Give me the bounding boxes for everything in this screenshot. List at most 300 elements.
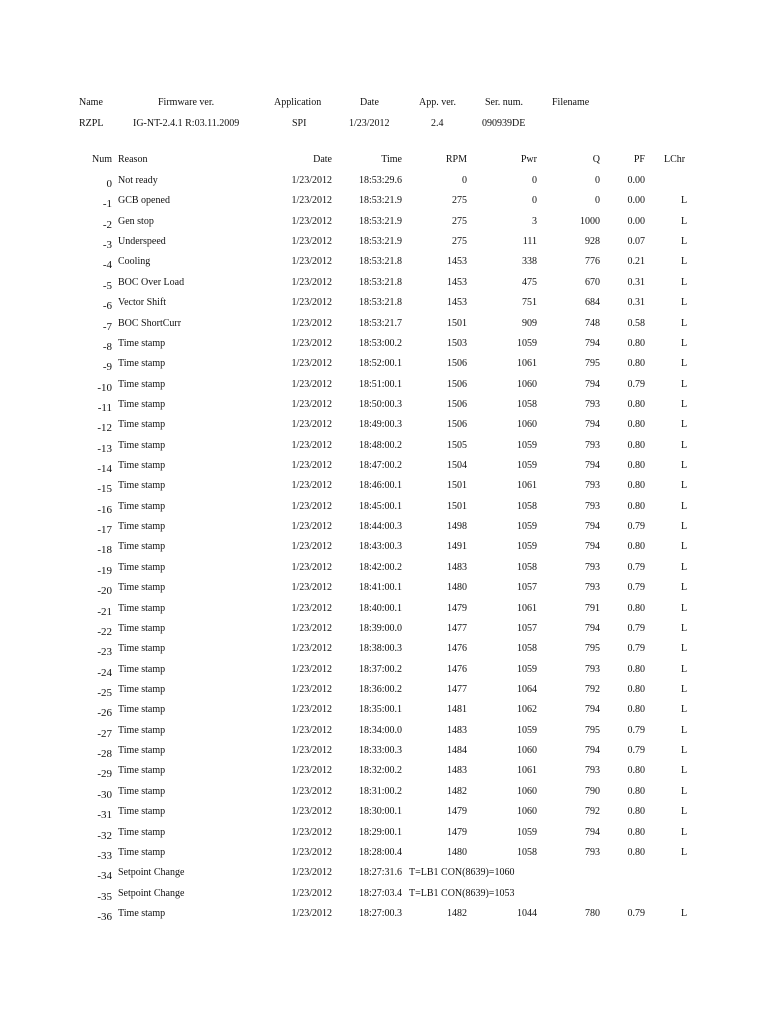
cell-reason: Time stamp: [118, 664, 166, 675]
cell-lchr: L: [681, 847, 688, 858]
cell-reason: Time stamp: [118, 480, 166, 491]
cell-time: 18:51:00.1: [358, 379, 402, 390]
cell-reason: Time stamp: [118, 725, 166, 736]
cell-time: 18:53:21.8: [358, 256, 402, 267]
cell-time: 18:27:00.3: [358, 908, 402, 919]
cell-time: 18:30:00.1: [358, 806, 402, 817]
cell-date: 1/23/2012: [291, 745, 332, 756]
cell-reason: Time stamp: [118, 745, 166, 756]
cell-date: 1/23/2012: [291, 725, 332, 736]
cell-rpm: 1453: [447, 256, 467, 267]
cell-pwr: 475: [522, 277, 537, 288]
cell-rpm: 1479: [447, 827, 467, 838]
cell-rpm: 1483: [447, 765, 467, 776]
cell-pwr: 1044: [517, 908, 537, 919]
cell-num: -7: [102, 321, 112, 333]
cell-reason: Time stamp: [118, 603, 166, 614]
cell-pf: 0.80: [627, 847, 645, 858]
cell-q: 794: [585, 521, 600, 532]
cell-reason: Time stamp: [118, 399, 166, 410]
cell-pf: 0.31: [627, 277, 645, 288]
cell-q: 684: [585, 297, 600, 308]
cell-date: 1/23/2012: [291, 501, 332, 512]
cell-lchr: L: [681, 541, 688, 552]
cell-q: 793: [585, 765, 600, 776]
cell-time: 18:38:00.3: [358, 643, 402, 654]
cell-rpm: 1505: [447, 440, 467, 451]
cell-rpm: 1480: [447, 582, 467, 593]
header-value-application: SPI: [292, 118, 307, 129]
cell-lchr: L: [681, 419, 688, 430]
cell-rpm: 1506: [447, 399, 467, 410]
cell-date: 1/23/2012: [291, 399, 332, 410]
cell-rpm: 1453: [447, 277, 467, 288]
cell-pf: 0.79: [627, 521, 645, 532]
cell-lchr: L: [681, 338, 688, 349]
column-header-pf: PF: [633, 154, 645, 165]
cell-reason: GCB opened: [118, 195, 170, 206]
cell-q: 793: [585, 847, 600, 858]
cell-pf: 0.07: [627, 236, 645, 247]
cell-date: 1/23/2012: [291, 786, 332, 797]
cell-reason: Time stamp: [118, 379, 166, 390]
cell-reason: Vector Shift: [118, 297, 167, 308]
cell-pf: 0.80: [627, 806, 645, 817]
cell-time: 18:44:00.3: [358, 521, 402, 532]
cell-time: 18:50:00.3: [358, 399, 402, 410]
cell-q: 793: [585, 399, 600, 410]
cell-lchr: L: [681, 603, 688, 614]
cell-num: -26: [97, 707, 112, 719]
cell-num: -17: [97, 524, 112, 536]
cell-pf: 0.79: [627, 745, 645, 756]
cell-date: 1/23/2012: [291, 460, 332, 471]
cell-num: -14: [97, 463, 112, 475]
cell-reason: Time stamp: [118, 358, 166, 369]
cell-date: 1/23/2012: [291, 562, 332, 573]
cell-num: -20: [97, 585, 112, 597]
cell-pf: 0.80: [627, 827, 645, 838]
cell-date: 1/23/2012: [291, 521, 332, 532]
column-header-pwr: Pwr: [520, 154, 537, 165]
cell-q: 0: [595, 175, 600, 186]
cell-date: 1/23/2012: [291, 623, 332, 634]
column-header-rpm: RPM: [445, 154, 467, 165]
cell-pf: 0.00: [627, 175, 645, 186]
cell-lchr: L: [681, 643, 688, 654]
cell-time: 18:41:00.1: [358, 582, 402, 593]
cell-reason: Time stamp: [118, 908, 166, 919]
column-header-time: Time: [381, 154, 402, 165]
column-header-date: Date: [313, 154, 332, 165]
cell-pwr: 1060: [517, 806, 537, 817]
cell-rpm: 1504: [447, 460, 467, 471]
cell-time: 18:28:00.4: [358, 847, 402, 858]
cell-pf: 0.21: [627, 256, 645, 267]
cell-lchr: L: [681, 195, 688, 206]
cell-time: 18:52:00.1: [358, 358, 402, 369]
cell-reason: BOC Over Load: [118, 277, 185, 288]
cell-lchr: L: [681, 460, 688, 471]
cell-num: -5: [102, 280, 112, 292]
cell-lchr: L: [681, 765, 688, 776]
cell-q: 793: [585, 501, 600, 512]
cell-date: 1/23/2012: [291, 582, 332, 593]
cell-date: 1/23/2012: [291, 195, 332, 206]
cell-num: -23: [97, 646, 112, 658]
cell-q: 793: [585, 562, 600, 573]
cell-q: 790: [585, 786, 600, 797]
cell-date: 1/23/2012: [291, 603, 332, 614]
cell-num: -15: [97, 483, 112, 495]
cell-time: 18:43:00.3: [358, 541, 402, 552]
cell-lchr: L: [681, 480, 688, 491]
cell-time: 18:45:00.1: [358, 501, 402, 512]
cell-pwr: 111: [522, 236, 537, 247]
cell-pwr: 1059: [517, 460, 537, 471]
cell-pf: 0.79: [627, 643, 645, 654]
cell-q: 928: [585, 236, 600, 247]
cell-date: 1/23/2012: [291, 379, 332, 390]
cell-date: 1/23/2012: [291, 440, 332, 451]
cell-date: 1/23/2012: [291, 297, 332, 308]
cell-q: 793: [585, 582, 600, 593]
cell-time: 18:53:21.8: [358, 297, 402, 308]
cell-q: 776: [585, 256, 600, 267]
cell-date: 1/23/2012: [291, 643, 332, 654]
cell-q: 792: [585, 806, 600, 817]
cell-num: -3: [102, 239, 112, 251]
cell-num: -34: [97, 870, 112, 882]
cell-date: 1/23/2012: [291, 908, 332, 919]
cell-pwr: 1060: [517, 379, 537, 390]
cell-rpm: 1483: [447, 725, 467, 736]
cell-lchr: L: [681, 786, 688, 797]
cell-lchr: L: [681, 582, 688, 593]
cell-time: 18:40:00.1: [358, 603, 402, 614]
cell-time: 18:31:00.2: [358, 786, 402, 797]
cell-pwr: 0: [532, 175, 537, 186]
header-label-application: Application: [274, 97, 322, 108]
cell-rpm: 1480: [447, 847, 467, 858]
cell-time: 18:53:21.9: [358, 195, 402, 206]
cell-time: 18:29:00.1: [358, 827, 402, 838]
cell-time: 18:53:21.7: [358, 318, 402, 329]
header-label-date: Date: [360, 97, 379, 108]
cell-num: 0: [106, 178, 112, 190]
cell-reason: Time stamp: [118, 541, 166, 552]
cell-time: 18:53:21.9: [358, 216, 402, 227]
cell-rpm: 1482: [447, 786, 467, 797]
cell-reason: Time stamp: [118, 704, 166, 715]
cell-rpm: 1481: [447, 704, 467, 715]
cell-date: 1/23/2012: [291, 664, 332, 675]
cell-q: 794: [585, 379, 600, 390]
cell-pf: 0.00: [627, 216, 645, 227]
cell-time: 18:53:29.6: [358, 175, 402, 186]
cell-date: 1/23/2012: [291, 806, 332, 817]
cell-num: -10: [97, 382, 112, 394]
cell-reason: Time stamp: [118, 643, 166, 654]
cell-time: 18:33:00.3: [358, 745, 402, 756]
cell-date: 1/23/2012: [291, 175, 332, 186]
cell-pwr: 1059: [517, 827, 537, 838]
cell-lchr: L: [681, 236, 688, 247]
column-header-lchr: LChr: [664, 154, 686, 165]
cell-time: 18:35:00.1: [358, 704, 402, 715]
cell-reason: Time stamp: [118, 684, 166, 695]
cell-lchr: L: [681, 399, 688, 410]
header-value-date: 1/23/2012: [349, 118, 390, 129]
cell-pwr: 338: [522, 256, 537, 267]
cell-date: 1/23/2012: [291, 318, 332, 329]
cell-time: 18:42:00.2: [358, 562, 402, 573]
cell-num: -28: [97, 748, 112, 760]
cell-time: 18:37:00.2: [358, 664, 402, 675]
cell-pwr: 1060: [517, 745, 537, 756]
cell-time: 18:48:00.2: [358, 440, 402, 451]
cell-pf: 0.80: [627, 419, 645, 430]
cell-rpm: 1453: [447, 297, 467, 308]
cell-pwr: 1059: [517, 541, 537, 552]
cell-lchr: L: [681, 318, 688, 329]
cell-pf: 0.58: [627, 318, 645, 329]
cell-date: 1/23/2012: [291, 847, 332, 858]
cell-time: 18:47:00.2: [358, 460, 402, 471]
cell-lchr: L: [681, 704, 688, 715]
cell-time: 18:53:21.8: [358, 277, 402, 288]
header-label-name: Name: [79, 97, 103, 108]
cell-num: -1: [102, 198, 112, 210]
cell-date: 1/23/2012: [291, 684, 332, 695]
cell-note: T=LB1 CON(8639)=1053: [409, 888, 515, 899]
cell-q: 794: [585, 704, 600, 715]
cell-pwr: 1059: [517, 664, 537, 675]
cell-rpm: 1477: [447, 623, 467, 634]
cell-q: 794: [585, 338, 600, 349]
cell-rpm: 1479: [447, 806, 467, 817]
cell-num: -33: [97, 850, 112, 862]
cell-q: 795: [585, 643, 600, 654]
cell-pf: 0.80: [627, 684, 645, 695]
cell-pwr: 1058: [517, 399, 537, 410]
cell-pwr: 1061: [517, 765, 537, 776]
cell-date: 1/23/2012: [291, 256, 332, 267]
cell-lchr: L: [681, 501, 688, 512]
cell-time: 18:32:00.2: [358, 765, 402, 776]
cell-reason: Time stamp: [118, 562, 166, 573]
cell-num: -2: [102, 219, 112, 231]
cell-num: -11: [97, 402, 112, 414]
cell-date: 1/23/2012: [291, 419, 332, 430]
cell-q: 794: [585, 745, 600, 756]
cell-pwr: 1058: [517, 562, 537, 573]
cell-rpm: 275: [452, 216, 467, 227]
cell-pwr: 1058: [517, 643, 537, 654]
cell-rpm: 275: [452, 195, 467, 206]
cell-time: 18:34:00.0: [358, 725, 402, 736]
cell-date: 1/23/2012: [291, 480, 332, 491]
cell-rpm: 1491: [447, 541, 467, 552]
cell-time: 18:27:03.4: [358, 888, 402, 899]
cell-pf: 0.80: [627, 501, 645, 512]
cell-pwr: 909: [522, 318, 537, 329]
cell-num: -32: [97, 830, 112, 842]
cell-rpm: 1477: [447, 684, 467, 695]
cell-pwr: 1059: [517, 338, 537, 349]
cell-rpm: 1476: [447, 664, 467, 675]
cell-num: -21: [97, 606, 112, 618]
cell-pf: 0.31: [627, 297, 645, 308]
cell-lchr: L: [681, 827, 688, 838]
cell-num: -19: [97, 565, 112, 577]
cell-num: -12: [97, 422, 112, 434]
cell-pf: 0.80: [627, 603, 645, 614]
cell-pwr: 1061: [517, 603, 537, 614]
cell-reason: Time stamp: [118, 521, 166, 532]
cell-q: 794: [585, 460, 600, 471]
cell-num: -25: [97, 687, 112, 699]
cell-pf: 0.80: [627, 480, 645, 491]
cell-rpm: 1482: [447, 908, 467, 919]
cell-num: -4: [102, 259, 112, 271]
cell-rpm: 275: [452, 236, 467, 247]
cell-q: 0: [595, 195, 600, 206]
cell-pwr: 1060: [517, 419, 537, 430]
cell-num: -9: [102, 361, 112, 373]
cell-q: 780: [585, 908, 600, 919]
cell-date: 1/23/2012: [291, 541, 332, 552]
cell-lchr: L: [681, 664, 688, 675]
cell-pf: 0.80: [627, 460, 645, 471]
cell-lchr: L: [681, 562, 688, 573]
cell-lchr: L: [681, 358, 688, 369]
cell-pf: 0.80: [627, 541, 645, 552]
cell-q: 793: [585, 480, 600, 491]
cell-rpm: 1506: [447, 379, 467, 390]
cell-date: 1/23/2012: [291, 236, 332, 247]
cell-reason: Time stamp: [118, 440, 166, 451]
cell-lchr: L: [681, 216, 688, 227]
cell-q: 748: [585, 318, 600, 329]
cell-reason: Cooling: [118, 256, 151, 267]
cell-pf: 0.79: [627, 623, 645, 634]
cell-time: 18:27:31.6: [358, 867, 402, 878]
header-value-ser-num: 090939DE: [482, 118, 526, 129]
cell-reason: Time stamp: [118, 786, 166, 797]
cell-pwr: 1059: [517, 521, 537, 532]
cell-num: -30: [97, 789, 112, 801]
cell-rpm: 0: [462, 175, 467, 186]
cell-rpm: 1501: [447, 480, 467, 491]
cell-pf: 0.80: [627, 399, 645, 410]
cell-q: 794: [585, 623, 600, 634]
cell-date: 1/23/2012: [291, 888, 332, 899]
cell-reason: Time stamp: [118, 623, 166, 634]
cell-num: -18: [97, 544, 112, 556]
cell-pwr: 1059: [517, 440, 537, 451]
cell-reason: Time stamp: [118, 806, 166, 817]
cell-pf: 0.79: [627, 379, 645, 390]
cell-num: -29: [97, 768, 112, 780]
header-label-firmware: Firmware ver.: [158, 97, 215, 108]
cell-date: 1/23/2012: [291, 277, 332, 288]
cell-reason: Time stamp: [118, 338, 166, 349]
cell-q: 793: [585, 440, 600, 451]
cell-rpm: 1483: [447, 562, 467, 573]
cell-num: -16: [97, 504, 112, 516]
column-header-reason: Reason: [118, 154, 148, 165]
cell-num: -8: [102, 341, 112, 353]
cell-q: 670: [585, 277, 600, 288]
cell-lchr: L: [681, 623, 688, 634]
cell-pwr: 1061: [517, 358, 537, 369]
cell-num: -31: [97, 809, 112, 821]
cell-q: 793: [585, 664, 600, 675]
cell-pf: 0.79: [627, 562, 645, 573]
cell-pf: 0.79: [627, 582, 645, 593]
header-label-ser-num: Ser. num.: [485, 97, 524, 108]
cell-reason: Setpoint Change: [118, 888, 185, 899]
cell-date: 1/23/2012: [291, 338, 332, 349]
cell-lchr: L: [681, 440, 688, 451]
cell-reason: Not ready: [118, 175, 158, 186]
cell-rpm: 1484: [447, 745, 467, 756]
cell-reason: Time stamp: [118, 501, 166, 512]
header-value-firmware: IG-NT-2.4.1 R:03.11.2009: [133, 118, 240, 129]
cell-reason: Underspeed: [118, 236, 166, 247]
cell-rpm: 1501: [447, 318, 467, 329]
cell-lchr: L: [681, 806, 688, 817]
cell-note: T=LB1 CON(8639)=1060: [409, 867, 515, 878]
cell-num: -22: [97, 626, 112, 638]
cell-pwr: 1060: [517, 786, 537, 797]
cell-reason: Time stamp: [118, 419, 166, 430]
column-header-q: Q: [592, 154, 600, 165]
cell-num: -27: [97, 728, 112, 740]
cell-rpm: 1498: [447, 521, 467, 532]
cell-reason: Time stamp: [118, 460, 166, 471]
cell-pwr: 1058: [517, 847, 537, 858]
cell-pf: 0.80: [627, 704, 645, 715]
cell-time: 18:49:00.3: [358, 419, 402, 430]
cell-num: -35: [97, 891, 112, 903]
cell-pwr: 1057: [517, 582, 537, 593]
cell-reason: BOC ShortCurr: [118, 318, 182, 329]
cell-date: 1/23/2012: [291, 358, 332, 369]
cell-lchr: L: [681, 379, 688, 390]
cell-date: 1/23/2012: [291, 216, 332, 227]
cell-pwr: 1058: [517, 501, 537, 512]
cell-pf: 0.79: [627, 725, 645, 736]
cell-pwr: 1062: [517, 704, 537, 715]
cell-pf: 0.80: [627, 338, 645, 349]
cell-date: 1/23/2012: [291, 827, 332, 838]
cell-lchr: L: [681, 521, 688, 532]
cell-lchr: L: [681, 725, 688, 736]
cell-q: 795: [585, 725, 600, 736]
header-value-app-ver: 2.4: [431, 118, 444, 129]
cell-rpm: 1506: [447, 358, 467, 369]
cell-pf: 0.80: [627, 440, 645, 451]
cell-num: -36: [97, 911, 112, 923]
cell-num: -13: [97, 443, 112, 455]
cell-rpm: 1476: [447, 643, 467, 654]
cell-rpm: 1503: [447, 338, 467, 349]
cell-rpm: 1479: [447, 603, 467, 614]
cell-date: 1/23/2012: [291, 704, 332, 715]
cell-pwr: 3: [532, 216, 537, 227]
